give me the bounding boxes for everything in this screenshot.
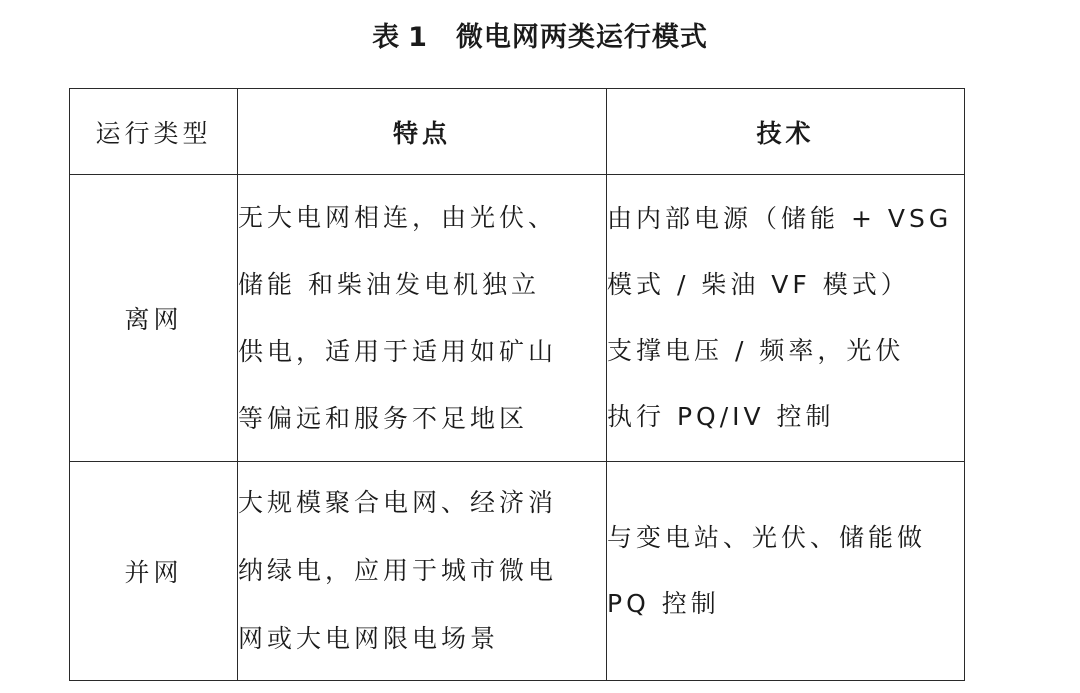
- features-line: 网或大电网限电场景: [238, 624, 500, 653]
- cell-features-grid-connected: [238, 462, 607, 681]
- cell-type-off-grid: 离网: [70, 175, 238, 462]
- technology-line: 由内部电源（储能 + VSG: [607, 204, 953, 233]
- features-line: 供电，适用于适用如矿山: [238, 337, 558, 366]
- cell-technology-grid-connected: [607, 462, 965, 681]
- caption-label: 表: [372, 22, 401, 53]
- features-line: 储能 和柴油发电机独立: [238, 270, 540, 299]
- caption-number: 1: [408, 22, 428, 53]
- cell-features-off-grid: [238, 175, 607, 462]
- technology-line: 模式 / 柴油 VF 模式）: [607, 270, 910, 299]
- caption-title: 微电网两类运行模式: [455, 22, 708, 53]
- technology-line: PQ 控制: [607, 589, 720, 618]
- technology-line: 执行 PQ/IV 控制: [607, 402, 835, 431]
- cell-technology-off-grid: [607, 175, 965, 462]
- cell-type-grid-connected: 并网: [70, 462, 238, 681]
- technology-line: 支撑电压 / 频率，光伏: [607, 336, 905, 365]
- table-row-grid-connected: [70, 462, 965, 681]
- header-operation-type: 运行类型: [70, 89, 238, 175]
- header-technology: 技术: [607, 89, 965, 175]
- features-line: 等偏远和服务不足地区: [238, 404, 529, 433]
- features-line: 纳绿电，应用于城市微电: [238, 556, 558, 585]
- technology-line: 与变电站、光伏、储能做: [607, 523, 927, 552]
- features-line: 大规模聚合电网、经济消: [238, 488, 558, 517]
- table-header-row: [70, 89, 965, 175]
- table-row-off-grid: [70, 175, 965, 462]
- header-features: 特点: [238, 89, 607, 175]
- table-caption: [0, 18, 1080, 58]
- operation-modes-table: [69, 88, 965, 681]
- features-line: 无大电网相连，由光伏、: [238, 203, 558, 232]
